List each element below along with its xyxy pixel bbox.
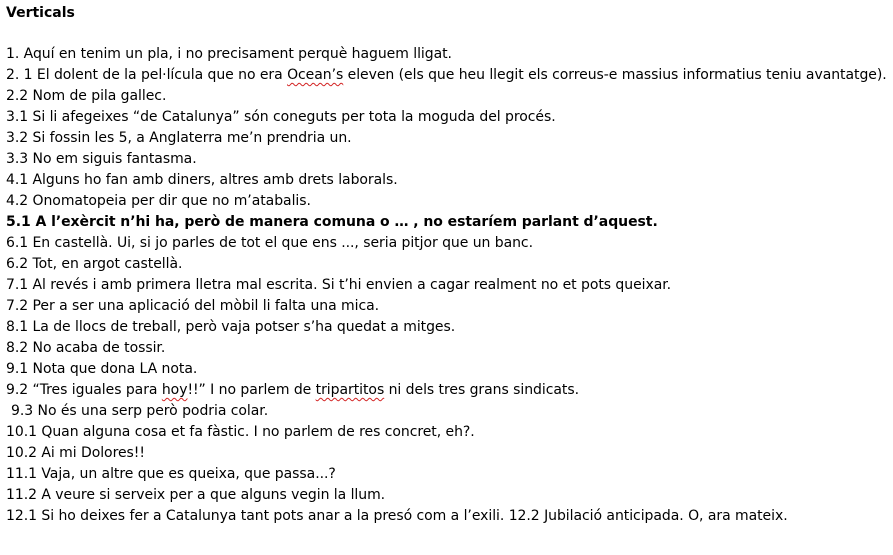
clue-6-1: 6.1 En castellà. Ui, si jo parles de tot el que ens ..., seria pitjor que un banc.: [6, 235, 533, 251]
clue-3-2: 3.2 Si fossin les 5, a Anglaterra me’n prendria un.: [6, 130, 352, 146]
document-page: [6, 4, 888, 527]
clue-text: eleven (els que heu llegit els correus-e massius informatius teniu avantatge).: [343, 67, 887, 83]
clue-7-1: 7.1 Al revés i amb primera lletra mal escrita. Si t’hi envien a cagar realment no et pots queixar.: [6, 277, 672, 293]
clue-12-1: 12.1 Si ho deixes fer a Catalunya tant pots anar a la presó com a l’exili. 12.2 Jubilació anticipada. O, ara mateix.: [6, 508, 788, 524]
clue-9-3: 9.3 No és una serp però podria colar.: [11, 403, 269, 419]
clue-9-1: 9.1 Nota que dona LA nota.: [6, 361, 198, 377]
section-title: Verticals: [6, 5, 75, 21]
clue-10-1: 10.1 Quan alguna cosa et fa fàstic. I no parlem de res concret, eh?.: [6, 424, 475, 440]
clue-11-1: 11.1 Vaja, un altre que es queixa, que passa...?: [6, 466, 336, 482]
clue-text: 9.2 “Tres iguales para: [6, 382, 162, 398]
clue-3-3: 3.3 No em siguis fantasma.: [6, 151, 197, 167]
misspelled-word[interactable]: Ocean’s: [287, 67, 344, 83]
clue-11-2: 11.2 A veure si serveix per a que alguns vegin la llum.: [6, 487, 386, 503]
clue-5-1: 5.1 A l’exèrcit n’hi ha, però de manera comuna o … , no estaríem parlant d’aquest.: [6, 214, 658, 230]
clue-4-1: 4.1 Alguns ho fan amb diners, altres amb drets laborals.: [6, 172, 398, 188]
clue-1: 1. Aquí en tenim un pla, i no precisament perquè haguem lligat.: [6, 46, 452, 62]
clue-4-2: 4.2 Onomatopeia per dir que no m’atabalis.: [6, 193, 311, 209]
clue-text: 2. 1 El dolent de la pel·lícula que no era: [6, 67, 288, 83]
clue-7-2: 7.2 Per a ser una aplicació del mòbil li falta una mica.: [6, 298, 380, 314]
clue-2-2: 2.2 Nom de pila gallec.: [6, 88, 167, 104]
clue-8-2: 8.2 No acaba de tossir.: [6, 340, 166, 356]
clue-text: !!” I no parlem de: [187, 382, 316, 398]
misspelled-word[interactable]: hoy: [161, 382, 188, 398]
clue-text: ni dels tres grans sindicats.: [384, 382, 579, 398]
clue-2-1: [6, 65, 888, 86]
clue-3-1: 3.1 Si li afegeixes “de Catalunya” són coneguts per tota la moguda del procés.: [6, 109, 556, 125]
misspelled-word[interactable]: tripartitos: [315, 382, 385, 398]
clue-6-2: 6.2 Tot, en argot castellà.: [6, 256, 183, 272]
clue-9-2: [6, 380, 888, 401]
clue-10-2: 10.2 Ai mi Dolores!!: [6, 445, 145, 461]
clue-8-1: 8.1 La de llocs de treball, però vaja potser s’ha quedat a mitges.: [6, 319, 456, 335]
